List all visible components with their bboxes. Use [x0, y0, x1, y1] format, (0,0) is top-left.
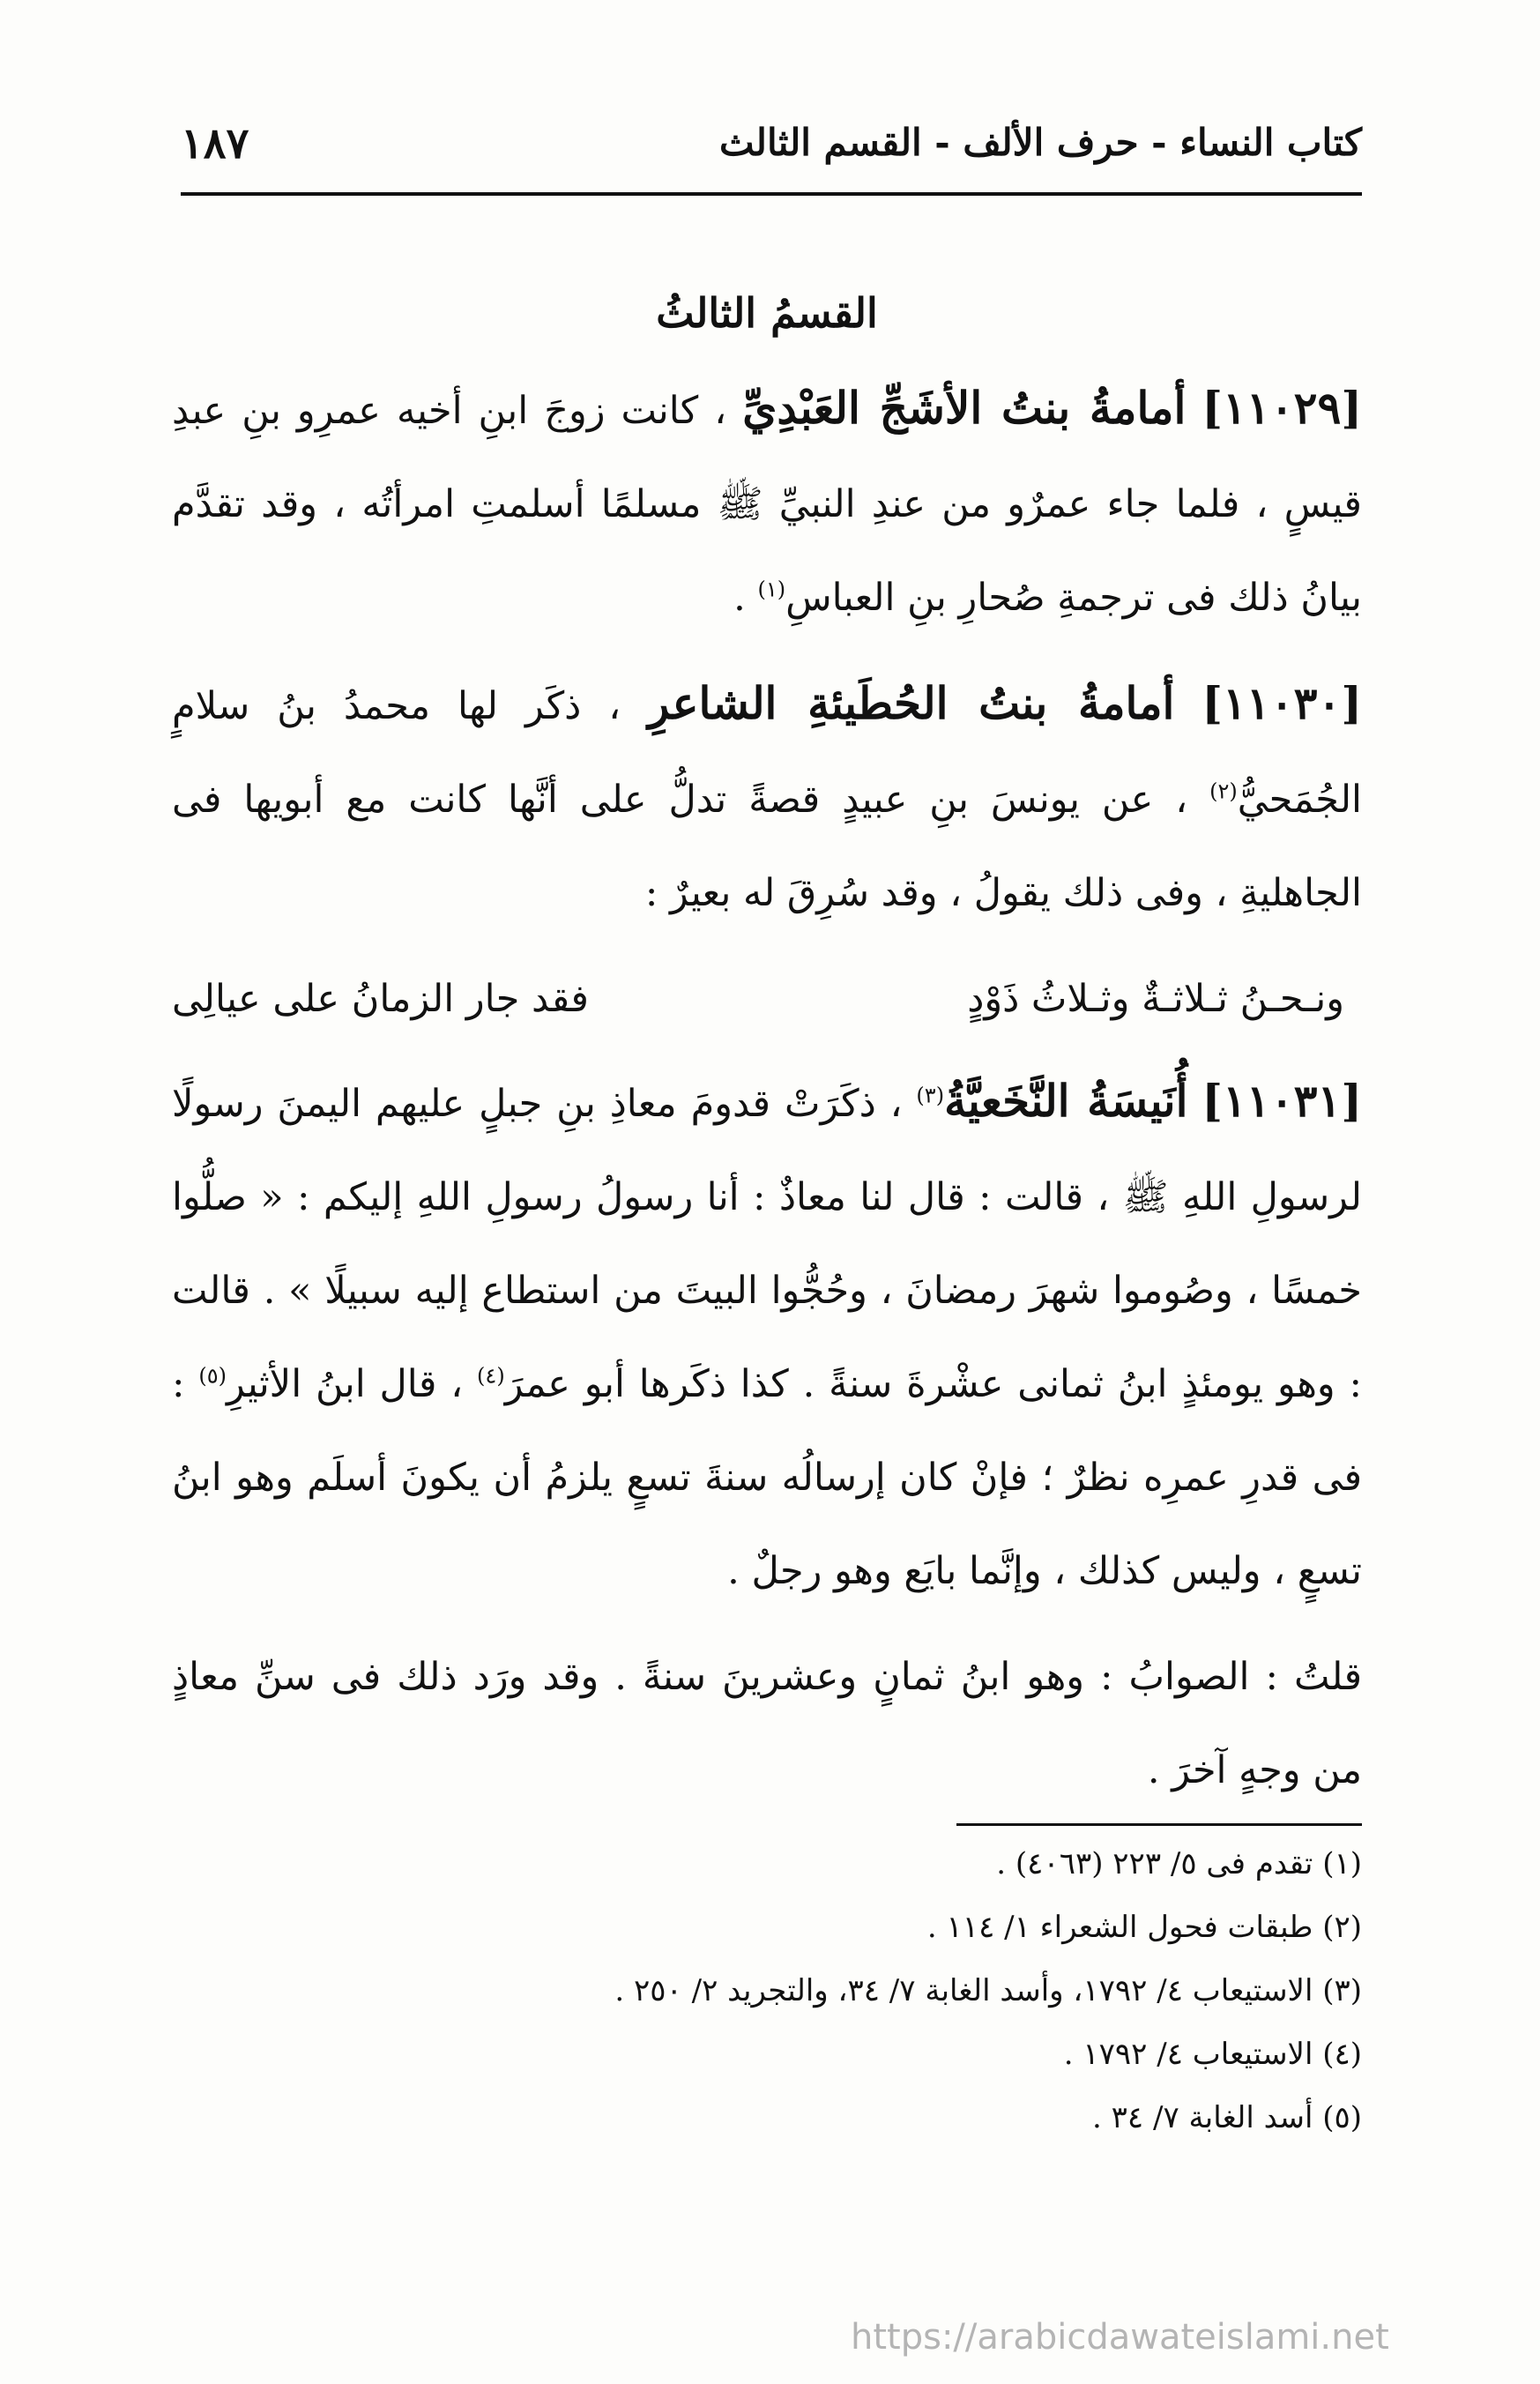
footnote-marker: (٢)	[1209, 779, 1238, 804]
closing-paragraph: قلتُ : الصوابُ : وهو ابنُ ثمانٍ وعشرينَ سنةً . وقد ورَد ذلك فى سنِّ معاذٍ من وجهٍ آخرَ .	[172, 1655, 1362, 1792]
verse-first-hemistich: ونـحـنُ ثـلاثـةٌ وثـلاثُ ذَوْدٍ	[967, 977, 1344, 1021]
footnote-1: (١) تقدم فى ٥/ ٢٢٣ (٤٠٦٣) .	[996, 1846, 1362, 1881]
running-head: كتاب النساء - حرف الألف - القسم الثالث	[718, 121, 1362, 164]
footnote-marker: (٥)	[198, 1363, 227, 1389]
entry-name: أمامةُ بنتُ الحُطَيئةِ الشاعرِ	[648, 677, 1175, 729]
entry-text: ، ذكَر لها محمدُ بنُ سلامٍ الجُمَحيُّ	[172, 684, 1362, 822]
entry-11030	[172, 657, 1362, 940]
entry-name: أمامةُ بنتُ الأشَجِّ العَبْدِيِّ	[742, 382, 1187, 434]
poetry-verse	[172, 952, 1362, 1046]
watermark-url: https://arabicdawateislami.net	[851, 2317, 1389, 2358]
entry-number: [١١٠٣١]	[1201, 1075, 1363, 1127]
entry-11029	[172, 361, 1362, 644]
entry-number: [١١٠٢٩]	[1201, 382, 1363, 434]
footnote-marker: (٣)	[916, 1083, 945, 1108]
main-text	[172, 282, 1362, 1829]
footnote-marker: (٤)	[477, 1363, 505, 1389]
footnote-4: (٤) الاستيعاب ٤/ ١٧٩٢ .	[1063, 2037, 1362, 2072]
page-header	[181, 119, 1362, 181]
entry-text: ، ذكَرَتْ قدومَ معاذِ بنِ جبلٍ عليهم اليمنَ رسولًا لرسولِ اللهِ ﷺ ، قالت : قال لنا معاذٌ : أنا رسولُ رسولِ اللهِ إليكم : « صلُّوا خمسًا ، وصُوموا شهرَ رمضانَ ، وحُجُّوا البيتَ من استطاع إليه سبيلًا » . قالت : وهو يومئذٍ ابنُ ثمانى عشْرةَ سنةً . كذا ذكَرها أبو عمرَ	[172, 1082, 1362, 1406]
entry-text: .	[733, 576, 758, 620]
entry-name: أُنَيسَةُ النَّخَعيَّةُ	[944, 1075, 1188, 1127]
footnote-5: (٥) أسد الغابة ٧/ ٣٤ .	[1092, 2100, 1362, 2135]
entry-text: : فى قدرِ عمرِه نظرٌ ؛ فإنْ كان إرسالُه سنةَ تسعٍ يلزمُ أن يكونَ أسلَم وهو ابنُ تسعٍ ، وليس كذلك ، وإنَّما بايَع وهو رجلٌ .	[172, 1362, 1362, 1593]
entry-text: ، قال ابنُ الأثيرِ	[227, 1362, 478, 1406]
footnote-3: (٣) الاستيعاب ٤/ ١٧٩٢، وأسد الغابة ٧/ ٣٤، والتجريد ٢/ ٢٥٠ .	[614, 1973, 1362, 2008]
section-title: القسمُ الثالثُ	[656, 289, 878, 337]
footnotes	[172, 1832, 1362, 2149]
footnote-2: (٢) طبقات فحول الشعراء ١/ ١١٤ .	[926, 1910, 1362, 1945]
header-rule	[181, 192, 1362, 196]
page-number: ١٨٧	[181, 119, 249, 168]
footnote-marker: (١)	[757, 577, 786, 602]
footnote-rule	[956, 1823, 1362, 1826]
entry-text: ، كانت زوجَ ابنِ أخيه عمرِو بنِ عبدِ قيسٍ ، فلما جاء عمرٌو من عندِ النبيِّ ﷺ مسلمًا أسلمتِ امرأتُه ، وقد تقدَّم بيانُ ذلك فى ترجمةِ صُحارِ بنِ العباسِ	[172, 389, 1362, 620]
entry-text: ، عن يونسَ بنِ عبيدٍ قصةً تدلُّ على أنَّها كانت مع أبويها فى الجاهليةِ ، وفى ذلك يقولُ ، وقد سُرِقَ له بعيرٌ :	[172, 778, 1362, 915]
entry-11031	[172, 1054, 1362, 1618]
entry-number: [١١٠٣٠]	[1201, 677, 1363, 729]
verse-second-hemistich: فقد جار الزمانُ على عيالِى	[172, 977, 589, 1021]
